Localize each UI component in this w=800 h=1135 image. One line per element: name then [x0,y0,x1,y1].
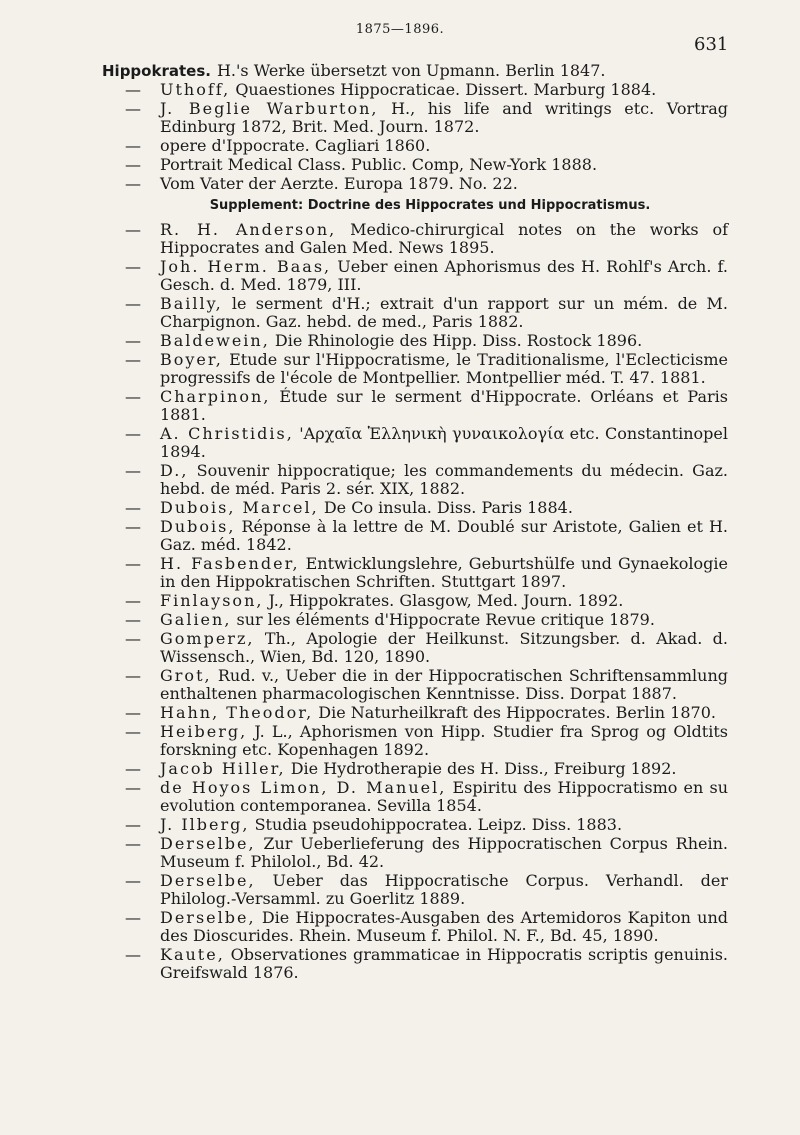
entry-text: Die Naturheilkraft des Hippocrates. Berlin 1870. [318,703,716,722]
entry-text: De Co insula. Diss. Paris 1884. [323,498,573,517]
entry-author: Derselbe, [160,908,256,927]
bibliography-entry [0,100,800,136]
supplement-entries [0,221,800,982]
bibliography-entry [0,872,800,908]
entry-dash: — [125,554,141,573]
page-number: 631 [694,34,729,55]
entry-dash: — [125,257,141,276]
entry-dash: — [125,722,141,741]
entry-author: Grot, [160,666,212,685]
supplement-heading: Supplement: Doctrine des Hippocrates und Hippocratismus. [209,198,651,213]
bibliography-entry [0,946,800,982]
bibliography-list [0,62,800,983]
bibliography-entry [0,295,800,331]
entry-text: J. L., Aphorismen von Hipp. Studier fra Sprog og Oldtits forskning etc. Kopenhagen 1892. [160,722,728,759]
entry-text: Réponse à la lettre de M. Doublé sur Aristote, Galien et H. Gaz. méd. 1842. [160,517,728,554]
entry-author: A. Christidis, [160,424,294,443]
entry-text: Quaestiones Hippocraticae. Dissert. Marburg 1884. [235,80,657,99]
entry-dash: — [125,908,141,927]
entry-text: Die Hippocrates-Ausgaben des Artemidoros Kapiton und des Dioscurides. Rhein. Museum f. Philol. N. F., Bd. 45, 1890. [160,908,728,945]
entry-author: Boyer, [160,350,223,369]
entry-dash: — [125,461,141,480]
entry-author: Charpinon, [160,387,271,406]
bibliography-entry [0,667,800,703]
entry-text: sur les éléments d'Hippocrate Revue critique 1879. [236,610,655,629]
entry-text: Observationes grammaticae in Hippocratis scriptis genuinis. Greifswald 1876. [160,945,728,982]
bibliography-entry [0,499,800,517]
entry-dash: — [125,498,141,517]
entry-author: de Hoyos Limon, D. Manuel, [160,778,447,797]
entry-text: Entwicklungslehre, Geburtshülfe und Gynaekologie in den Hippokratischen Schriften. Stuttgart 1897. [160,554,728,591]
bibliography-entry [0,462,800,498]
entry-author: Uthoff, [160,80,231,99]
lead-heading: Hippokrates. [102,62,211,80]
entry-dash: — [125,155,141,174]
entry-author: D., [160,461,189,480]
entry-text: Rud. v., Ueber die in der Hippocratischen Schriftensammlung enthaltenen pharmacologischen Kenntnisse. Diss. Dorpat 1887. [160,666,728,703]
entry-author: Jacob Hiller, [160,759,286,778]
bibliography-entry [0,351,800,387]
bibliography-entry [0,221,800,257]
bibliography-entry [0,332,800,350]
entry-text: H., his life and writings etc. Vortrag Edinburg 1872, Brit. Med. Journ. 1872. [160,99,729,136]
entry-text: Die Rhinologie des Hipp. Diss. Rostock 1896. [274,331,643,350]
entry-author: Bailly, [160,294,223,313]
bibliography-entry [0,81,800,99]
bibliography-entry [0,175,800,193]
entry-text: Vom Vater der Aerzte. Europa 1879. No. 22. [160,174,518,193]
entry-dash: — [125,294,141,313]
entry-dash: — [125,945,141,964]
bibliography-entry [0,425,800,461]
entry-text: Ueber das Hippocratische Corpus. Verhandl. der Philolog.-Versamml. zu Goerlitz 1889. [160,871,728,908]
entry-text: Étude sur le serment d'Hippocrate. Orléans et Paris 1881. [160,387,728,424]
entry-text: Espiritu des Hippocratismo en su evolution contemporanea. Sevilla 1854. [160,778,729,815]
bibliography-entry [0,909,800,945]
entry-text: Ueber einen Aphorismus des H. Rohlf's Arch. f. Gesch. d. Med. 1879, III. [160,257,728,294]
bibliography-entry [0,779,800,815]
entry-author: Galien, [160,610,232,629]
entry-author: Hahn, Theodor, [160,703,314,722]
entry-author: Baldewein, [160,331,270,350]
entry-author: H. Fasbender, [160,554,300,573]
bibliography-entry [0,630,800,666]
running-head: 1875—1896. [355,22,445,37]
bibliography-entry [0,137,800,155]
entry-author: Finlayson, [160,591,264,610]
bibliography-entry [0,156,800,174]
bibliography-entry [0,518,800,554]
top-entries [0,81,800,193]
entry-author: J. Beglie Warburton, [160,99,379,118]
entry-author: Derselbe, [160,871,256,890]
entry-text: Zur Ueberlieferung des Hippocratischen Corpus Rhein. Museum f. Philolol., Bd. 42. [160,834,728,871]
bibliography-entry [0,592,800,610]
entry-text: Die Hydrotherapie des H. Diss., Freiburg 1892. [290,759,677,778]
entry-dash: — [125,517,141,536]
entry-author: Derselbe, [160,834,256,853]
lead-entry [0,62,800,80]
bibliography-entry [0,835,800,871]
entry-author: R. H. Anderson, [160,220,337,239]
entry-text: Studia pseudohippocratea. Leipz. Diss. 1883. [254,815,623,834]
entry-dash: — [125,136,141,155]
entry-text: J., Hippokrates. Glasgow, Med. Journ. 1892. [268,591,624,610]
entry-dash: — [125,629,141,648]
entry-author: Heiberg, [160,722,248,741]
entry-dash: — [125,424,141,443]
bibliography-entry [0,704,800,722]
entry-author: J. Ilberg, [160,815,250,834]
entry-text: 'Αρχαῖα Ἑλληνικὴ γυναικολογία etc. Constantinopel 1894. [160,424,728,461]
entry-dash: — [125,80,141,99]
entry-dash: — [125,331,141,350]
lead-text: H.'s Werke übersetzt von Upmann. Berlin 1847. [216,61,606,80]
entry-dash: — [125,778,141,797]
entry-dash: — [125,174,141,193]
entry-author: Joh. Herm. Baas, [160,257,332,276]
entry-text: Portrait Medical Class. Public. Comp, New-York 1888. [160,155,598,174]
entry-dash: — [125,834,141,853]
entry-dash: — [125,99,141,118]
entry-dash: — [125,591,141,610]
bibliography-entry [0,723,800,759]
entry-text: opere d'Ippocrate. Cagliari 1860. [160,136,431,155]
entry-text: Th., Apologie der Heilkunst. Sitzungsber. d. Akad. d. Wissensch., Wien, Bd. 120, 1890. [160,629,728,666]
bibliography-entry [0,760,800,778]
entry-dash: — [125,703,141,722]
entry-dash: — [125,666,141,685]
entry-text: le serment d'H.; extrait d'un rapport sur un mém. de M. Charpignon. Gaz. hebd. de med., Paris 1882. [160,294,728,331]
bibliography-entry [0,258,800,294]
bibliography-entry [0,388,800,424]
entry-author: Gomperz, [160,629,255,648]
entry-author: Kaute, [160,945,225,964]
entry-dash: — [125,815,141,834]
bibliography-entry [0,555,800,591]
entry-dash: — [125,350,141,369]
bibliography-entry [0,816,800,834]
bibliography-entry [0,611,800,629]
entry-dash: — [125,759,141,778]
entry-text: Medico-chirurgical notes on the works of Hippocrates and Galen Med. News 1895. [160,220,728,257]
entry-dash: — [125,220,141,239]
entry-author: Dubois, [160,517,236,536]
entry-author: Dubois, Marcel, [160,498,319,517]
entry-text: Souvenir hippocratique; les commandements du médecin. Gaz. hebd. de méd. Paris 2. sér. XIX, 1882. [160,461,728,498]
entry-dash: — [125,610,141,629]
entry-text: Etude sur l'Hippocratisme, le Traditionalisme, l'Eclecticisme progressifs de l'école de Montpellier. Montpellier méd. T. 47. 1881. [160,350,728,387]
entry-dash: — [125,387,141,406]
entry-dash: — [125,871,141,890]
